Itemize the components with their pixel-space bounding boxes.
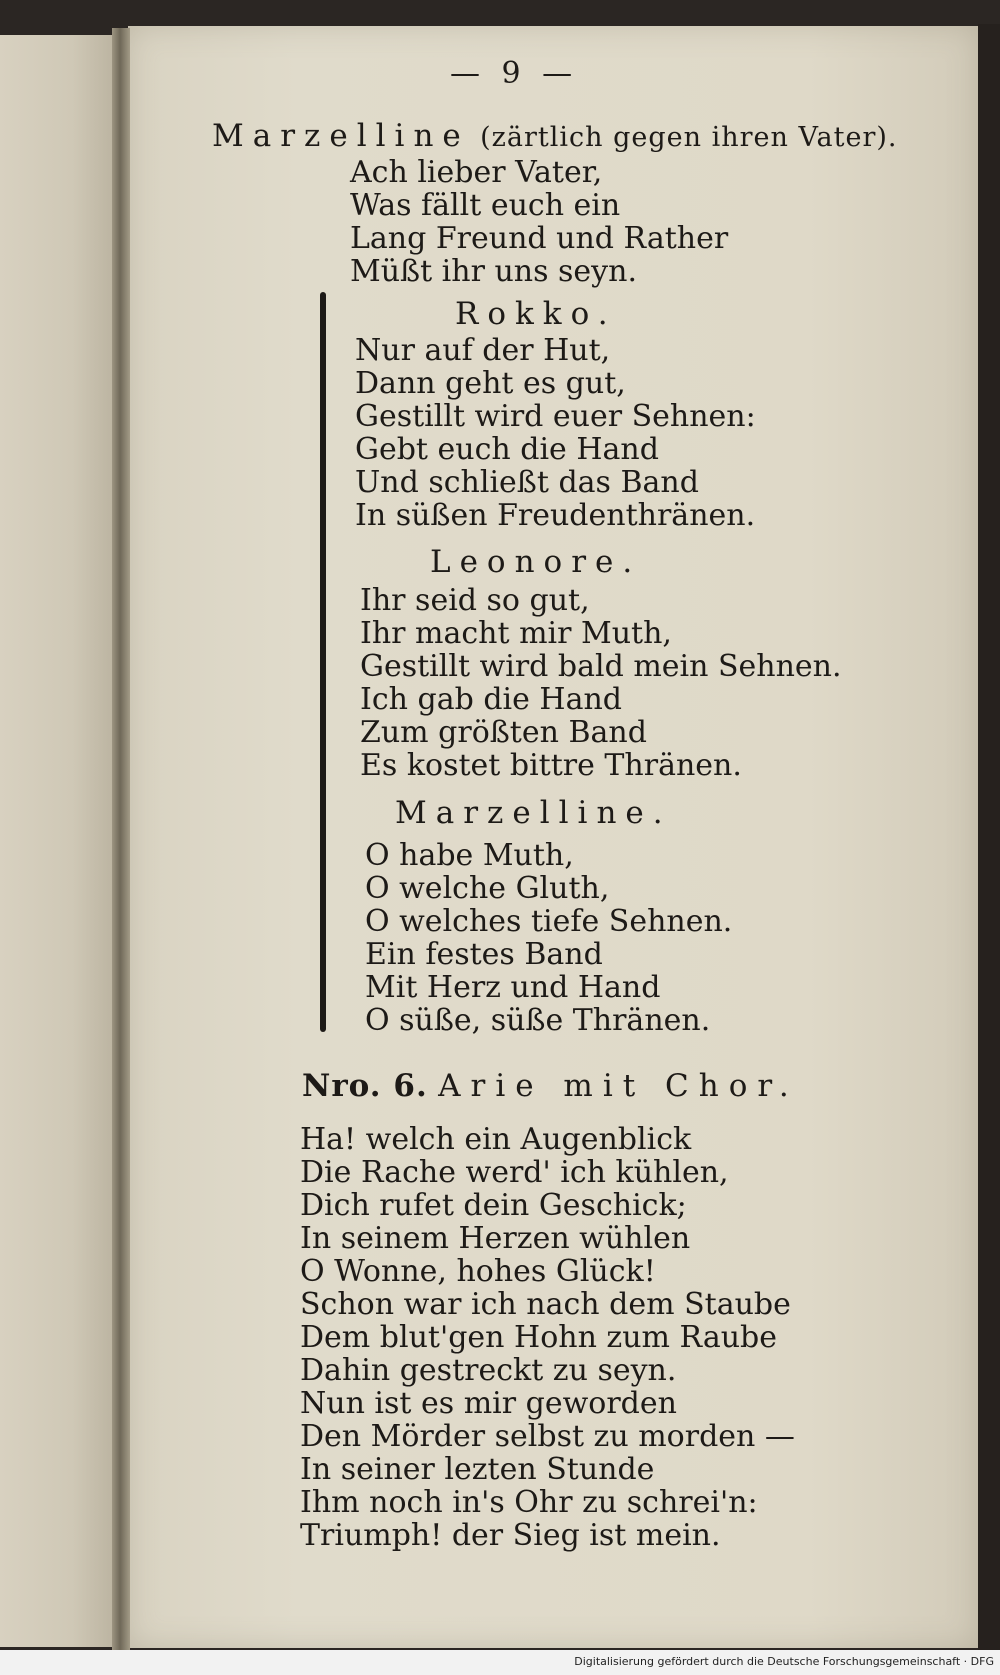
background-edge <box>978 24 1000 1650</box>
number-title: Arie mit Chor. <box>438 1068 799 1104</box>
verse-line: O welches tiefe Sehnen. <box>365 904 733 939</box>
verse-line: Was fällt euch ein <box>350 188 621 223</box>
aria-line: In seiner lezten Stunde <box>300 1452 655 1487</box>
verse-line: Gebt euch die Hand <box>355 432 659 467</box>
verse-line: O habe Muth, <box>365 838 574 873</box>
opening-speaker-line <box>212 118 897 154</box>
verse-line: Ihr seid so gut, <box>360 583 590 618</box>
aria-line: Nun ist es mir geworden <box>300 1386 677 1421</box>
aria-line: Dem blut'gen Hohn zum Raube <box>300 1320 777 1355</box>
verse-line: Ich gab die Hand <box>360 682 623 717</box>
verse-line: Es kostet bittre Thränen. <box>360 748 742 783</box>
left-page-edge <box>0 35 120 1647</box>
footer-credit: Digitalisierung gefördert durch die Deutsche Forschungsgemeinschaft · DFG <box>574 1655 994 1668</box>
verse-line: Und schließt das Band <box>355 465 699 500</box>
aria-line: In seinem Herzen wühlen <box>300 1221 691 1256</box>
aria-line: O Wonne, hohes Glück! <box>300 1254 656 1289</box>
page-number: — 9 — <box>450 56 579 91</box>
verse-line: Ihr macht mir Muth, <box>360 616 672 651</box>
speaker-rokko: Rokko. <box>455 296 617 332</box>
verse-line: Müßt ihr uns seyn. <box>350 254 637 289</box>
speaker-marzelline: Marzelline. <box>395 795 672 831</box>
ensemble-brace <box>320 292 326 1032</box>
book-gutter <box>112 28 130 1650</box>
aria-line: Schon war ich nach dem Staube <box>300 1287 791 1322</box>
aria-line: Den Mörder selbst zu morden — <box>300 1419 795 1454</box>
verse-line: Ein festes Band <box>365 937 603 972</box>
aria-line: Ha! welch ein Augenblick <box>300 1122 692 1157</box>
verse-line: Mit Herz und Hand <box>365 970 661 1005</box>
aria-line: Dich rufet dein Geschick; <box>300 1188 687 1223</box>
aria-line: Die Rache werd' ich kühlen, <box>300 1155 729 1190</box>
number-label: Nro. 6. <box>302 1068 428 1104</box>
speaker-leonore: Leonore. <box>430 544 642 580</box>
verse-line: Gestillt wird euer Sehnen: <box>355 399 756 434</box>
verse-line: O welche Gluth, <box>365 871 610 906</box>
verse-line: Zum größten Band <box>360 715 647 750</box>
aria-line: Dahin gestreckt zu seyn. <box>300 1353 677 1388</box>
verse-line: Lang Freund und Rather <box>350 221 729 256</box>
aria-line: Ihm noch in's Ohr zu schrei'n: <box>300 1485 758 1520</box>
stage-direction: (zärtlich gegen ihren Vater). <box>480 122 898 153</box>
verse-line: Dann geht es gut, <box>355 366 626 401</box>
verse-line: Ach lieber Vater, <box>350 155 603 190</box>
speaker-name: Marzelline <box>212 118 470 154</box>
verse-line: O süße, süße Thränen. <box>365 1003 711 1038</box>
aria-line: Triumph! der Sieg ist mein. <box>300 1518 721 1553</box>
verse-line: In süßen Freudenthränen. <box>355 498 756 533</box>
verse-line: Gestillt wird bald mein Sehnen. <box>360 649 842 684</box>
number-heading <box>302 1068 799 1104</box>
verse-line: Nur auf der Hut, <box>355 333 611 368</box>
